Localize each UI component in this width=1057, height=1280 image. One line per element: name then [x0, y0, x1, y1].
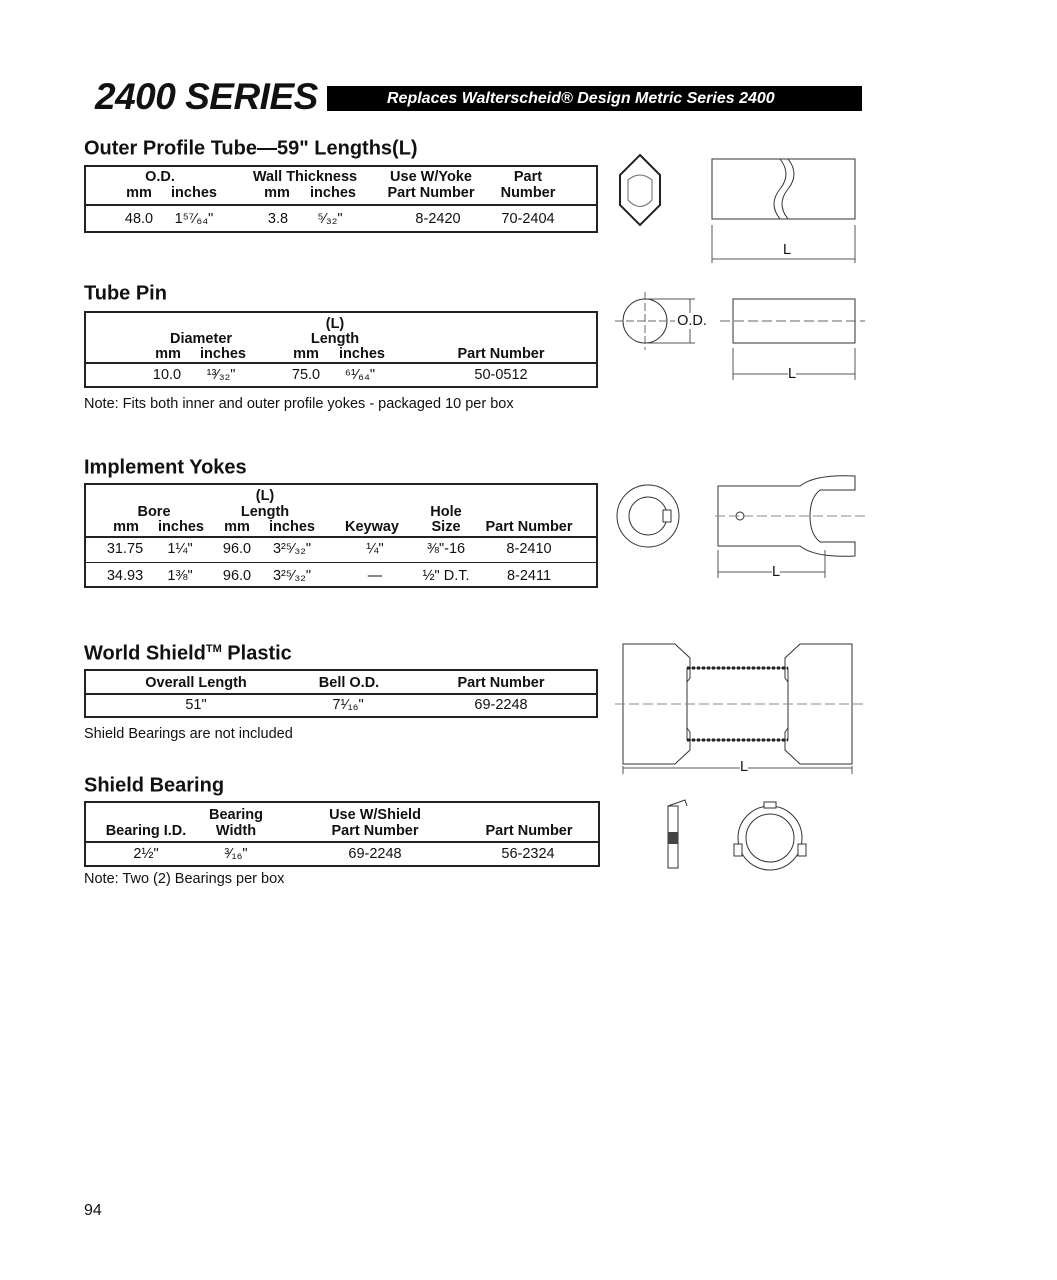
- divider: [84, 536, 598, 538]
- series-title: 2400 SERIES: [95, 76, 318, 117]
- col-header: Bell O.D.: [318, 675, 380, 691]
- table-cell: ³⁄₁₆": [224, 846, 248, 862]
- shield-heading: [84, 643, 292, 666]
- outer-tube-diagram: [600, 145, 870, 265]
- col-header: Part Number: [387, 185, 475, 201]
- table-cell: 3²⁵⁄₃₂": [272, 568, 312, 584]
- table-cell: 3.8: [267, 211, 289, 227]
- divider: [84, 562, 598, 563]
- col-header: inches: [269, 519, 315, 535]
- tube-pin-heading: Tube Pin: [84, 282, 167, 305]
- col-header: (L): [255, 488, 275, 504]
- col-header: Bearing: [209, 807, 263, 823]
- col-header: Part Number: [485, 519, 573, 535]
- shield-heading-tail: Plastic: [221, 642, 292, 665]
- table-cell: 2½": [133, 846, 159, 862]
- bearing-note: Note: Two (2) Bearings per box: [84, 871, 285, 887]
- col-header: Use W/Shield: [329, 807, 421, 823]
- col-header: Wall Thickness: [252, 169, 358, 185]
- col-header: mm: [264, 185, 290, 201]
- shield-note: Shield Bearings are not included: [84, 726, 293, 742]
- table-cell: 69-2248: [474, 697, 528, 713]
- table-cell: 1⁵⁷⁄₆₄": [174, 211, 214, 227]
- divider: [84, 841, 600, 843]
- table-cell: 51": [185, 697, 207, 713]
- col-header: Number: [500, 185, 556, 201]
- yoke-diagram: [615, 468, 875, 583]
- col-header: mm: [293, 346, 319, 362]
- col-header: inches: [200, 346, 246, 362]
- table-cell: ¹³⁄₃₂": [206, 367, 236, 383]
- table-cell: 96.0: [222, 568, 252, 584]
- banner-text: Replaces Walterscheid® Design Metric Series 2400: [387, 90, 775, 107]
- col-header: mm: [155, 346, 181, 362]
- table-cell: —: [367, 568, 383, 584]
- col-header: inches: [171, 185, 217, 201]
- divider: [84, 693, 598, 695]
- dimension-label: L: [787, 366, 797, 382]
- col-header: inches: [158, 519, 204, 535]
- table-cell: 8-2411: [506, 568, 552, 584]
- table-cell: 31.75: [106, 541, 144, 557]
- col-header: inches: [339, 346, 385, 362]
- table-cell: 1⅜": [167, 568, 193, 584]
- table-cell: ⁵⁄₃₂": [317, 211, 343, 227]
- table-cell: 7¹⁄₁₆": [332, 697, 364, 713]
- tube-pin-diagram: [615, 290, 875, 385]
- table-cell: 70-2404: [501, 211, 555, 227]
- col-header: Size: [431, 519, 461, 535]
- col-header: O.D.: [145, 169, 175, 185]
- col-header: (L): [325, 316, 345, 332]
- table-cell: 48.0: [124, 211, 154, 227]
- col-header: Part Number: [485, 823, 573, 839]
- trademark: TM: [205, 642, 222, 655]
- col-header: Diameter: [169, 331, 233, 347]
- col-header: mm: [126, 185, 152, 201]
- col-header: Keyway: [344, 519, 400, 535]
- bearing-heading: Shield Bearing: [84, 774, 225, 797]
- col-header: inches: [310, 185, 356, 201]
- col-header: Part Number: [457, 346, 545, 362]
- table-cell: 3²⁵⁄₃₂": [272, 541, 312, 557]
- col-header: Use W/Yoke: [390, 169, 472, 185]
- col-header: Part Number: [457, 675, 545, 691]
- table-cell: 96.0: [222, 541, 252, 557]
- page-number: 94: [84, 1202, 102, 1219]
- divider: [84, 362, 598, 364]
- col-header: Length: [310, 331, 360, 347]
- tube-pin-note: Note: Fits both inner and outer profile yokes - packaged 10 per box: [84, 396, 514, 412]
- table-cell: 75.0: [291, 367, 321, 383]
- series-banner: [327, 86, 862, 111]
- dimension-label: L: [782, 242, 792, 258]
- table-cell: ⁶¹⁄₆₄": [344, 367, 376, 383]
- table-cell: ¼": [366, 541, 384, 557]
- table-cell: ⅜"-16: [426, 541, 466, 557]
- table-cell: 1¼": [167, 541, 193, 557]
- table-cell: ½" D.T.: [422, 568, 470, 584]
- col-header: Length: [240, 504, 290, 520]
- table-cell: 10.0: [152, 367, 182, 383]
- table-cell: 8-2410: [506, 541, 552, 557]
- table-cell: 34.93: [106, 568, 144, 584]
- shield-heading-text: World Shield: [84, 642, 206, 665]
- shield-diagram: [615, 638, 865, 778]
- col-header: Hole: [430, 504, 462, 520]
- col-header: Bore: [137, 504, 171, 520]
- table-cell: 56-2324: [501, 846, 555, 862]
- bearing-diagram: [660, 798, 820, 873]
- col-header: mm: [113, 519, 139, 535]
- outer-tube-heading: Outer Profile Tube—59" Lengths(L): [84, 137, 418, 160]
- table-cell: 50-0512: [474, 367, 528, 383]
- table-cell: 69-2248: [348, 846, 402, 862]
- dimension-label: L: [739, 759, 749, 775]
- col-header: mm: [224, 519, 250, 535]
- col-header: Overall Length: [145, 675, 247, 691]
- dimension-label: L: [771, 564, 781, 580]
- table-cell: 8-2420: [415, 211, 461, 227]
- col-header: Part: [513, 169, 543, 185]
- yokes-heading: Implement Yokes: [84, 456, 247, 479]
- col-header: Width: [215, 823, 257, 839]
- col-header: Part Number: [331, 823, 419, 839]
- col-header: Bearing I.D.: [105, 823, 187, 839]
- dimension-label: O.D.: [677, 313, 707, 329]
- divider: [84, 204, 598, 206]
